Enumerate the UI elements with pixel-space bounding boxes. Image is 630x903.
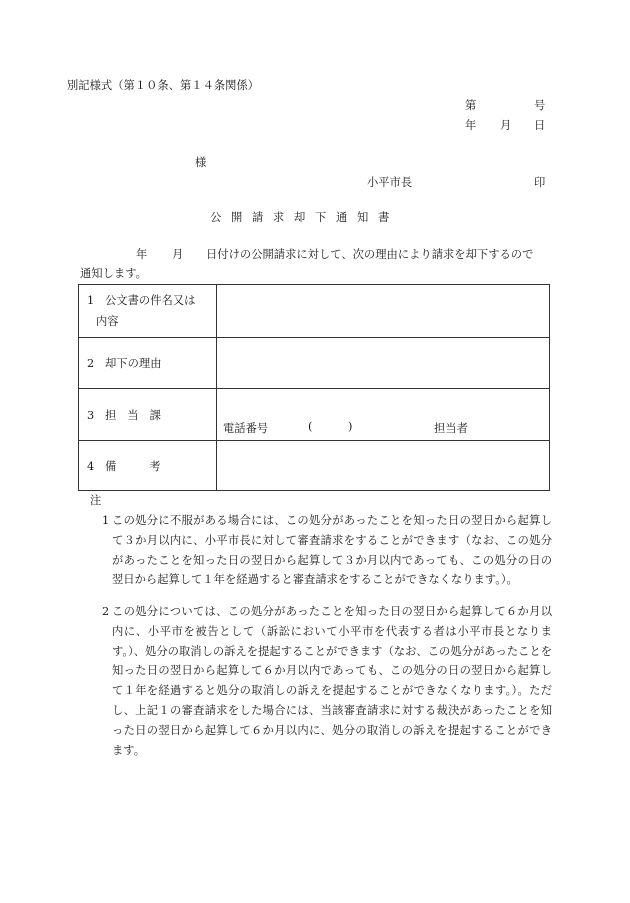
phone-open-paren: ( (308, 420, 313, 433)
table-row-remarks (79, 441, 550, 491)
intro-year: 年 (136, 248, 148, 261)
form-reference: 別記様式（第１０条、第１４条関係） (67, 79, 260, 92)
intro-line1: 日付けの公開請求に対して、次の理由により請求を却下するので (206, 248, 534, 261)
person-in-charge-label: 担当者 (434, 422, 468, 435)
issuer-seal: 印 (534, 176, 546, 189)
table-row-reason (79, 338, 550, 389)
document-number-prefix: 第 (465, 99, 477, 112)
form-table (78, 284, 550, 491)
row-label-line2: 内容 (96, 315, 119, 328)
row-number: 1 (87, 294, 95, 307)
issuer-name: 小平市長 (367, 176, 413, 189)
date-day: 日 (534, 119, 546, 132)
row-label-line1: 担当課 (105, 408, 172, 422)
row-label-remarks (79, 441, 217, 491)
date-year: 年 (465, 119, 477, 132)
document-number-suffix: 号 (534, 99, 546, 112)
note-text: この処分に不服がある場合には、この処分があったことを知った日の翌日から起算して３か月以内に、小平市長に対して審査請求をすることができます（なお、この処分があったことを知った日の翌日から起算して３か月以内であっても、この処分の日の翌日から起算して１年を経過すると審査請求をすることができなくなります。）。 (112, 514, 552, 587)
note-item (102, 511, 552, 590)
row-number: 2 (87, 357, 95, 370)
row-label-line1: 却下の理由 (105, 357, 162, 370)
row-label-line1: 備考 (105, 459, 194, 473)
row-value-reason[interactable] (217, 338, 550, 389)
addressee-suffix: 様 (195, 156, 207, 169)
phone-line (223, 420, 468, 436)
note-number: 2 (102, 605, 110, 618)
row-number: 3 (87, 408, 95, 422)
notes-label: 注 (90, 494, 102, 507)
row-label-title (79, 285, 217, 338)
table-row-title (79, 285, 550, 338)
phone-label: 電話番号 (223, 422, 269, 435)
row-label-department (79, 389, 217, 441)
document-title: 公開請求却下通知書 (210, 211, 399, 224)
row-value-title[interactable] (217, 285, 550, 338)
note-item (102, 602, 552, 760)
phone-close-paren: ) (348, 420, 353, 433)
row-value-department[interactable] (217, 389, 550, 441)
intro-month: 月 (172, 248, 184, 261)
note-text: この処分については、この処分があったことを知った日の翌日から起算して６か月以内に、小平市を被告として（訴訟において小平市を代表する者は小平市長となります。）、処分の取消しの訴えを提起することができます（なお、この処分があったことを知った日の翌日から起算して６か月以内であっても、この処分の日の翌日から起算して１年を経過すると処分の取消しの訴えを提起することができなくなります。）。ただし、上記１の審査請求をした場合には、当該審査請求に対する裁決があったことを知った日の翌日から起算して６か月以内に、処分の取消しの訴えを提起することができます。 (112, 605, 552, 757)
row-label-reason (79, 338, 217, 389)
row-value-remarks[interactable] (217, 441, 550, 491)
intro-line2: 通知します。 (80, 267, 147, 280)
row-number: 4 (87, 459, 95, 473)
row-label-line1: 公文書の件名又は (105, 294, 196, 307)
note-number: 1 (102, 514, 110, 527)
table-row-department (79, 389, 550, 441)
date-month: 月 (500, 119, 512, 132)
